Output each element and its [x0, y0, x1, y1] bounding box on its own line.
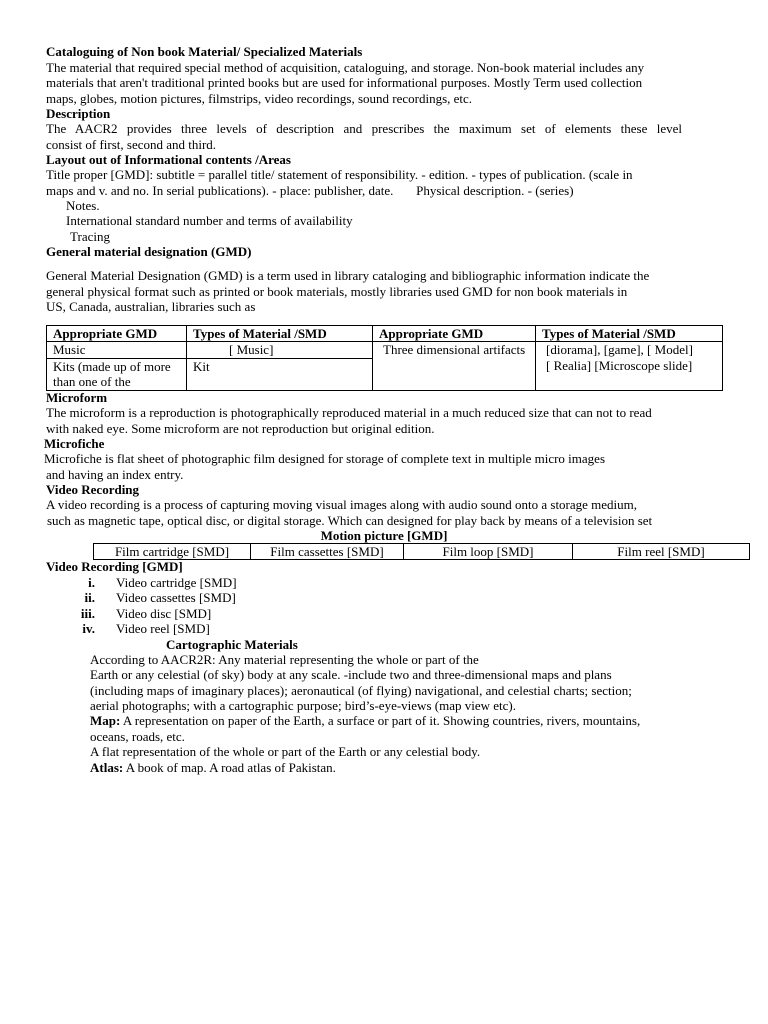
cataloguing-line-3: maps, globes, motion pictures, filmstrips, video recordings, sound recordings, etc.: [46, 91, 473, 106]
layout-line-2: maps and v. and no. In serial publications). - place: publisher, date. Physical description. - (series): [46, 183, 574, 198]
heading-microfiche: Microfiche: [44, 436, 105, 451]
video-gmd-list: [76, 575, 237, 637]
description-line-2: consist of first, second and third.: [46, 137, 217, 152]
list-text: Video disc [SMD]: [116, 605, 212, 621]
heading-video-recording-gmd: Video Recording [GMD]: [46, 559, 183, 574]
cell-gmd-three-dimensional: Three dimensional artifacts: [373, 342, 536, 390]
table-row: [47, 342, 723, 358]
layout-tracing: Tracing: [70, 229, 110, 244]
cataloguing-line-1: The material that required special method of acquisition, cataloguing, and storage. Non-book material includes any: [46, 60, 645, 75]
smd-line: [diorama], [game], [ Model]: [546, 342, 693, 358]
cell-smd-music: [ Music]: [187, 342, 373, 358]
header-types-of-material: Types of Material /SMD: [187, 326, 373, 342]
layout-isn: International standard number and terms of availability: [66, 213, 353, 228]
atlas-term: Atlas:: [90, 760, 124, 775]
heading-cartographic: Cartographic Materials: [166, 637, 298, 652]
list-number: iv.: [82, 621, 95, 637]
cataloguing-line-2: materials that aren't traditional printed books but are used for informational purposes. Mostly Term used collection: [46, 75, 643, 90]
heading-layout: Layout out of Informational contents /Areas: [46, 152, 291, 167]
list-item: [76, 605, 212, 621]
cell-gmd-music: Music: [47, 342, 187, 358]
microform-line-2: with naked eye. Some microform are not reproduction but original edition.: [46, 421, 435, 436]
heading-gmd: General material designation (GMD): [46, 244, 252, 259]
heading-video-recording: Video Recording: [46, 482, 140, 497]
cell-film-cartridge: Film cartridge [SMD]: [94, 544, 251, 560]
map-definition-line-2: oceans, roads, etc.: [90, 729, 185, 744]
video-line-2: such as magnetic tape, optical disc, or digital storage. Which can designed for play back by means of a television set: [47, 513, 653, 528]
map-text: A representation on paper of the Earth, a surface or part of it. Showing countries, rivers, mountains,: [120, 713, 641, 728]
header-types-of-material: Types of Material /SMD: [536, 326, 723, 342]
list-number: i.: [88, 575, 95, 590]
cell-film-loop: Film loop [SMD]: [404, 544, 573, 560]
list-text: Video cassettes [SMD]: [116, 590, 236, 606]
list-number: ii.: [84, 590, 95, 606]
cartographic-line-2: Earth or any celestial (of sky) body at any scale. -include two and three-dimensional maps and plans: [90, 667, 612, 682]
description-line-1: The AACR2 provides three levels of description and prescribes the maximum set of elements these level: [46, 121, 682, 136]
layout-line-1: Title proper [GMD]: subtitle = parallel title/ statement of responsibility. - edition. - types of publication. (scale in: [46, 167, 633, 182]
gmd-table: [46, 325, 723, 391]
gmd-line-3: US, Canada, australian, libraries such as: [46, 299, 256, 314]
microfiche-line-2: and having an index entry.: [46, 467, 184, 482]
table-header-row: [47, 326, 723, 342]
gmd-line-1: General Material Designation (GMD) is a term used in library cataloging and bibliographic information indicate the: [46, 268, 650, 283]
cartographic-line-4: aerial photographs; with a cartographic purpose; bird’s-eye-views (map view etc).: [90, 698, 516, 713]
list-number: iii.: [80, 605, 95, 621]
cell-smd-three-dimensional: [536, 342, 723, 390]
motion-picture-table: [93, 543, 750, 560]
header-appropriate-gmd: Appropriate GMD: [373, 326, 536, 342]
heading-motion-picture: Motion picture [GMD]: [320, 528, 448, 543]
list-text: Video cartridge [SMD]: [116, 575, 237, 590]
cell-film-cassettes: Film cassettes [SMD]: [251, 544, 404, 560]
smd-line: [ Realia] [Microscope slide]: [546, 357, 693, 373]
heading-cataloguing: Cataloguing of Non book Material/ Specialized Materials: [46, 44, 363, 59]
video-line-1: A video recording is a process of capturing moving visual images along with audio sound onto a storage medium,: [46, 497, 638, 512]
cartographic-line-3: (including maps of imaginary places); aeronautical (of flying) navigational, and celestial charts; section;: [90, 683, 632, 698]
list-item: [76, 590, 236, 606]
layout-notes: Notes.: [66, 198, 100, 213]
map-term: Map:: [90, 713, 121, 728]
gmd-line-2: general physical format such as printed or book materials, mostly libraries used GMD for non book materials in: [46, 284, 628, 299]
cartographic-line-1: According to AACR2R: Any material representing the whole or part of the: [90, 652, 479, 667]
flat-representation-line: A flat representation of the whole or part of the Earth or any celestial body.: [90, 744, 481, 759]
microfiche-line-1: Microfiche is flat sheet of photographic film designed for storage of complete text in multiple micro images: [44, 451, 606, 466]
cell-gmd-kits: Kits (made up of more than one of the: [47, 358, 187, 390]
list-text: Video reel [SMD]: [116, 621, 210, 637]
cell-smd-kit: Kit: [187, 358, 373, 390]
list-item: [76, 621, 210, 637]
list-item: [76, 575, 237, 590]
atlas-text: A book of map. A road atlas of Pakistan.: [123, 760, 336, 775]
map-definition-line-1: [90, 713, 640, 728]
cell-film-reel: Film reel [SMD]: [573, 544, 750, 560]
heading-description: Description: [46, 106, 111, 121]
atlas-definition: [90, 760, 336, 775]
microform-line-1: The microform is a reproduction is photographically reproduced material in a much reduced size that can not to read: [46, 405, 652, 420]
header-appropriate-gmd: Appropriate GMD: [47, 326, 187, 342]
heading-microform: Microform: [46, 390, 108, 405]
table-row: [94, 544, 750, 560]
